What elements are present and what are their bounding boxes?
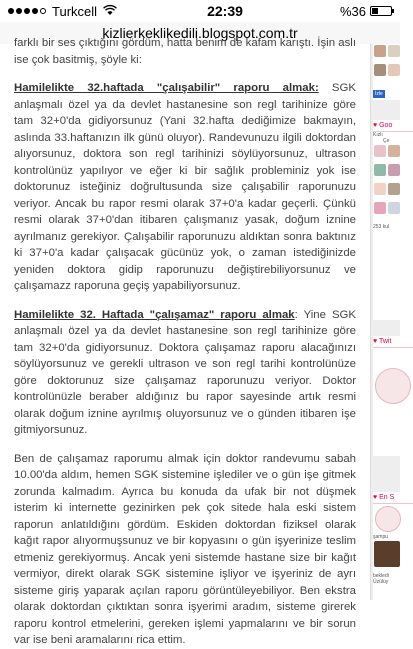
follower-count: 253 kul — [373, 224, 390, 230]
sidebar-popular-widget — [373, 492, 413, 602]
follower-avatar[interactable] — [388, 164, 400, 176]
post-paragraph-experience — [14, 451, 356, 649]
sidebar-google-widget — [373, 120, 413, 320]
battery-level — [372, 8, 378, 14]
profile-thumbnail[interactable] — [388, 45, 400, 57]
status-left — [8, 4, 158, 19]
post-paragraph-calisabilir — [14, 80, 356, 295]
popular-post-thumbnail[interactable] — [374, 541, 400, 567]
popular-post-title[interactable]: şampu — [373, 534, 389, 540]
widget-line: Kızlı — [373, 132, 383, 138]
widget-line-2: Çe — [383, 138, 390, 144]
carrier-name: Turkcell — [52, 3, 98, 19]
section-heading-calisamaz: Hamilelikte 32. Haftada "çalışamaz" raporu almak — [14, 308, 295, 321]
blog-post-content — [0, 37, 364, 646]
status-right — [312, 4, 392, 19]
experience-text: Ben de çalışamaz raporumu almak için doktor randevumu sabah 10.00'da aldım, hemen SGK sistemine işlediler ve o gün işe gitmek zorunda kalmadım. Ayrıca bu konuda da ufak bir not düşmek isterim ki internette gezinirken pek çok sitede hala eski sistem raporun anlatıldığını gördüm. Eskiden doktordan fiziksel olarak kağıt rapor alıyormuşsunuz ve bir kopyasını o gün işyerinize teslim etmeniz gerekiyormuş. Ancak yeni sistemde hastane size bir kağıt vermiyor, direkt olarak SGK sistemine işliyor ve işyeriniz de ayrı sisteme giriş yaparak açılan raporu görüntüleyebiliyor. Ben ekstra olarak doktordan çıktıktan sonra işyerimi aradım, sisteme girerek raporu kontrol etmelerini, gereken işlemi yapmalarını ve bir sorun var ise beni aramalarını rica ettim. — [14, 452, 356, 646]
widget-title: ♥ Twit — [373, 336, 413, 348]
profile-thumbnail[interactable] — [374, 64, 386, 76]
watch-button[interactable]: İzle — [375, 91, 383, 97]
section-heading-calisabilir: Hamilelikte 32.haftada "çalışabilir" raporu almak: — [14, 82, 319, 94]
post-paragraph-intro — [14, 35, 356, 68]
follower-avatar[interactable] — [374, 202, 386, 214]
follower-avatar[interactable] — [388, 145, 400, 157]
profile-thumbnail[interactable] — [388, 64, 400, 76]
follower-avatar[interactable] — [388, 202, 400, 214]
post-body — [14, 35, 356, 649]
blog-logo[interactable] — [375, 368, 411, 404]
battery-icon — [370, 6, 392, 16]
wifi-icon — [103, 6, 117, 16]
sidebar-twitter-widget — [373, 336, 413, 456]
signal-strength-icon — [8, 8, 46, 14]
popular-post-title[interactable]: Üzülüy — [373, 579, 389, 585]
sidebar-photo-widget — [373, 44, 413, 100]
follower-avatar[interactable] — [374, 183, 386, 195]
blog-sidebar — [370, 44, 400, 600]
ios-status-bar — [0, 0, 400, 22]
url-text[interactable]: kizlierkeklikedili.blogspot.com.tr — [102, 25, 298, 41]
widget-title: ♥ En S — [373, 492, 413, 504]
calisamaz-text: : Yine SGK anlaşmalı özel ya da devlet hastanesine son regl tarihinize göre tam 32+0'da gidiyorsunuz. Doktora çalışamaz raporu alacağınızı söylüyorsunuz ve gerekli ultrason ve son regl tarihi kontrolünüze göre doktorunuz size çalışamaz raporunuzu veriyor. Doktor kontrolünüzle beraber aldığınız bu rapor sayesinde artık resmi olarak doğum iznine ayrılmış oluyorsunuz ve o günden itibaren işe gitmiyorsunuz. — [14, 308, 356, 436]
widget-title: ♥ Goo — [373, 120, 413, 132]
follower-avatar[interactable] — [374, 164, 386, 176]
profile-thumbnail[interactable] — [374, 45, 386, 57]
follower-avatar[interactable] — [388, 183, 400, 195]
follower-avatar[interactable] — [374, 145, 386, 157]
intro-text: farklı bir ses çıktığını gördüm, hatta benim de kafam karıştı. İşin aslı ise çok basitmiş, şöyle ki: — [14, 37, 356, 66]
calisabilir-text: SGK anlaşmalı özel ya da devlet hastanesine son regl tarihinize göre tam 32+0'da gidiyorsunuz (Yani 32.hafta dediğimize bakmayın, aslında 33.haftanızın ilk günü oluyor). Randevunuzu ilgili doktordan alıyorsunuz, doktora son regl tarihinizi söylüyorsunuz, ultrason kontrolünüz yapılıyor ve eğer ki bir sağlık probleminiz yok ise doktorunuz isteğiniz doğrultusunda size çalışabilir raporunuzu veriyor. Ancak bu rapor resmi olarak 37+0'a kadar geçerli. Çünkü resmi olarak 37+0'dan itibaren çalışmanız yasak, doğum iznine ayrılmanız gerekiyor. Çalışabilir raporunuzu aldıktan sonra baktınız ki 37+0'a kadar çalışacak gücünüz yok, o zaman istediğinizde yeniden doktora gidip raporunuzu değiştirebiliyorsunuz ve çalışamazz raporuna geçiş yapabiliyorsunuz. — [14, 82, 356, 292]
battery-percent: %36 — [339, 3, 366, 19]
popular-post-thumbnail[interactable] — [375, 506, 401, 532]
popular-post-title[interactable]: bekledi — [373, 573, 389, 579]
post-paragraph-calisamaz — [14, 307, 356, 439]
status-time: 22:39 — [207, 3, 243, 19]
